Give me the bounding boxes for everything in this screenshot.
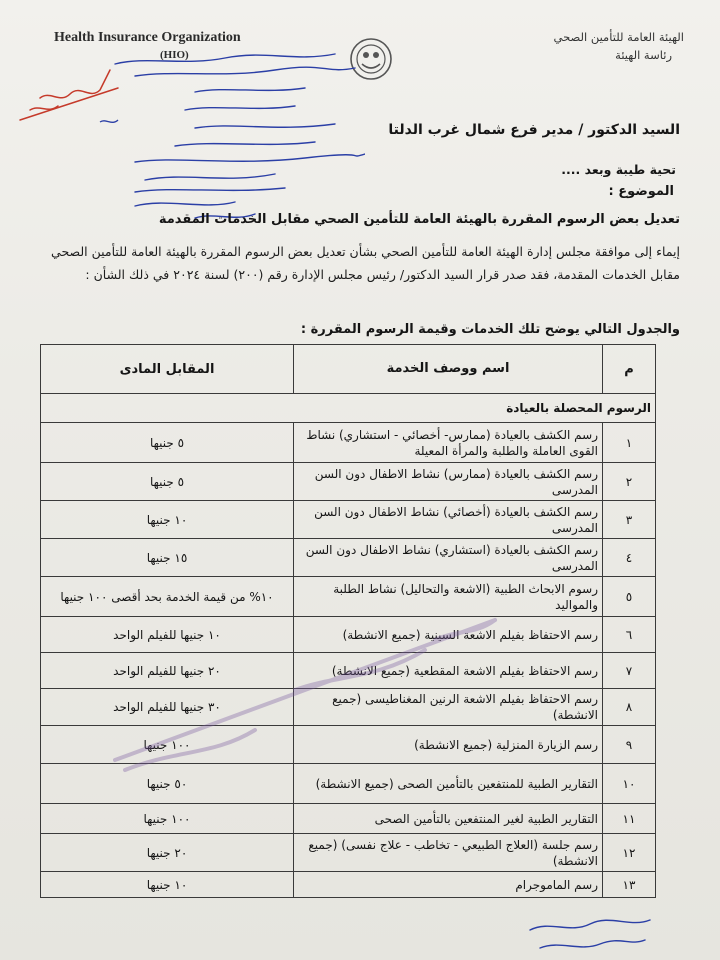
service-description: رسم جلسة (العلاج الطبيعي - تخاطب - علاج نفسى) (جميع الانشطة) [294, 834, 603, 872]
table-row [41, 872, 656, 898]
service-description: رسم الاحتفاظ بفيلم الاشعة المقطعية (جميع الانشطة) [294, 653, 603, 689]
service-description: رسم الكشف بالعيادة (ممارس- أخصائي - استشاري) نشاط القوى العاملة والطلبة والمرأة المعيلة [294, 423, 603, 463]
body-paragraph: إيماء إلى موافقة مجلس إدارة الهيئة العامة للتأمين الصحي بشأن تعديل بعض الرسوم المقررة بالهيئة العامة للتأمين الصحي مقابل الخدمات المقدمة، فقد صدر قرار السيد الدكتور/ رئيس مجلس الإدارة رقم (٢٠٠) لسنة ٢٠٢٤ في ذلك الشأن : [51, 244, 680, 282]
column-header-number: م [603, 345, 656, 394]
subject-title: تعديل بعض الرسوم المقررة بالهيئة العامة للتأمين الصحي مقابل الخدمات المقدمة [158, 212, 680, 227]
table-header-row [41, 345, 656, 394]
service-description: رسم الكشف بالعيادة (أخصائي) نشاط الاطفال دون السن المدرسى [294, 501, 603, 539]
row-number: ٦ [603, 617, 656, 653]
diagonal-stamp-watermark [95, 580, 515, 780]
org-name-english: Health Insurance Organization [54, 30, 241, 45]
table-row [41, 423, 656, 463]
table-row [41, 804, 656, 834]
service-description: التقارير الطبية للمنتفعين بالتأمين الصحى (جميع الانشطة) [294, 764, 603, 804]
service-description: رسوم الابحاث الطبية (الاشعة والتحاليل) نشاط الطلبة والمواليد [294, 577, 603, 617]
table-row [41, 539, 656, 577]
service-fee: ١٠% من قيمة الخدمة بحد أقصى ١٠٠ جنيها [41, 577, 294, 617]
service-description: رسم الكشف بالعيادة (ممارس) نشاط الاطفال دون السن المدرسى [294, 463, 603, 501]
row-number: ١٢ [603, 834, 656, 872]
row-number: ١١ [603, 804, 656, 834]
table-row [41, 834, 656, 872]
row-number: ٧ [603, 653, 656, 689]
service-fee: ١٥ جنيها [41, 539, 294, 577]
service-fee: ١٠٠ جنيها [41, 726, 294, 764]
table-row [41, 501, 656, 539]
row-number: ٩ [603, 726, 656, 764]
row-number: ١ [603, 423, 656, 463]
table-section-row [41, 394, 656, 423]
row-number: ١٠ [603, 764, 656, 804]
service-fee: ٣٠ جنيها للفيلم الواحد [41, 689, 294, 726]
column-header-service: اسم ووصف الخدمة [294, 345, 603, 394]
greeting: تحية طيبة وبعد .... [561, 162, 676, 177]
table-intro: والجدول التالي يوضح تلك الخدمات وقيمة الرسوم المقررة : [300, 322, 680, 337]
service-fee: ١٠ جنيها [41, 501, 294, 539]
service-fee: ٢٠ جنيها للفيلم الواحد [41, 653, 294, 689]
service-description: رسم الكشف بالعيادة (استشاري) نشاط الاطفال دون السن المدرسى [294, 539, 603, 577]
service-description: رسم الماموجرام [294, 872, 603, 898]
row-number: ٢ [603, 463, 656, 501]
service-fee: ٥٠ جنيها [41, 764, 294, 804]
service-fee: ١٠ جنيها للفيلم الواحد [41, 617, 294, 653]
row-number: ١٣ [603, 872, 656, 898]
service-description: رسم الاحتفاظ بفيلم الاشعة الرنين المغناطيسى (جميع الانشطة) [294, 689, 603, 726]
org-department-arabic: رئاسة الهيئة [615, 48, 672, 62]
red-handwritten-note [10, 60, 130, 140]
service-fee: ٥ جنيها [41, 423, 294, 463]
column-header-fee: المقابل المادى [41, 345, 294, 394]
service-fee: ٥ جنيها [41, 463, 294, 501]
subject-label: الموضوع : [608, 184, 674, 199]
service-description: رسم الاحتفاظ بفيلم الاشعة السينية (جميع الانشطة) [294, 617, 603, 653]
service-description: التقارير الطبية لغير المنتفعين بالتأمين الصحى [294, 804, 603, 834]
service-fee: ٢٠ جنيها [41, 834, 294, 872]
addressee: السيد الدكتور / مدير فرع شمال غرب الدلتا [388, 122, 680, 138]
org-name-arabic: الهيئة العامة للتأمين الصحي [553, 30, 684, 44]
row-number: ٣ [603, 501, 656, 539]
section-title: الرسوم المحصلة بالعيادة [41, 394, 656, 423]
table-row [41, 463, 656, 501]
org-abbr-english: (HIO) [160, 49, 189, 61]
service-description: رسم الزيارة المنزلية (جميع الانشطة) [294, 726, 603, 764]
row-number: ٤ [603, 539, 656, 577]
service-fee: ١٠٠ جنيها [41, 804, 294, 834]
service-fee: ١٠ جنيها [41, 872, 294, 898]
row-number: ٨ [603, 689, 656, 726]
row-number: ٥ [603, 577, 656, 617]
handwritten-footer-note [520, 910, 660, 960]
